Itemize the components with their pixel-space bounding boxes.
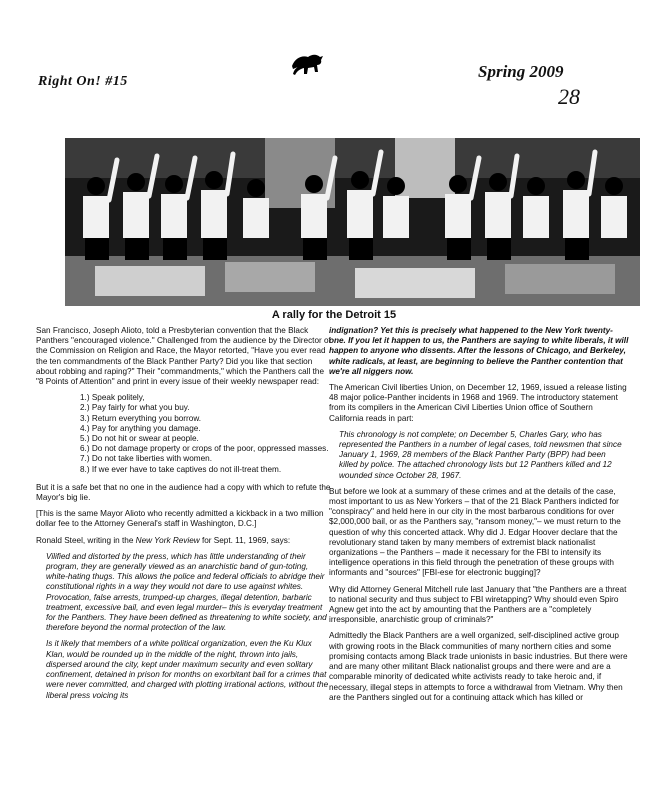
list-item: 2.) Pay fairly for what you buy.: [80, 403, 190, 413]
text: Ronald Steel, writing in the: [36, 535, 136, 545]
paragraph: [This is the same Mayor Alioto who recently admitted a kickback in a two million dollar fee to the Attorney General's staff in Washington, D.C.]: [36, 509, 324, 529]
eight-points-list: [36, 393, 333, 475]
publication-name: New York Review: [135, 535, 200, 545]
block-quote: This chronology is not complete; on December 5, Charles Gary, who has represented the Panthers in a number of legal cases, told newsmen that since January 1, 1969, 28 members of the Black Panther Party (BPP) had been killed by police. The attached chronology lists but 12 Panthers killed and 12 wounded since October 28, 1967.: [339, 429, 622, 480]
block-quote: Is it likely that members of a white political organization, even the Ku Klux Klan, would be rounded up in the middle of the night, thrown into jails, dispersed around the city, kept under maximum security and even solitary confinement, detained in prison for months on exorbitant bail for a crimes that were never committed, and charged with plotting irrational actions, without the liberal press voicing its: [46, 639, 329, 700]
page-number: 28: [558, 84, 580, 109]
text: for Sept. 11, 1969, says:: [199, 535, 291, 545]
paragraph: Why did Attorney General Mitchell rule last January that "the Panthers are a threat to national security and thus subject to FBI wiretapping? Why should even Spiro Agnew get into the act by amounting that the Panthers are a "completely irresponsible, anarchistic group of criminals?": [329, 584, 627, 625]
list-item: 6.) Do not damage property or crops of the poor, oppressed masses.: [80, 444, 329, 454]
list-item: 5.) Do not hit or swear at people.: [80, 434, 199, 444]
left-column: [36, 326, 333, 707]
block-quote: Vilified and distorted by the press, which has little understanding of their program, they are generally viewed as an anarchistic band of gun-toting, white-hating thugs. This allows the police and federal officials to abridge their constitutional rights in a way they would not dare to use against whites. Provocation, false arrests, trumped-up charges, illegal detention, barbaric treatment, excessive bail, and even legal murder– this is everyday treatment for the Panthers. They have been defined as threatening to white society, and therefore beyond the normal protection of the law.: [46, 551, 327, 633]
photo-caption: A rally for the Detroit 15: [271, 309, 397, 321]
list-item: 7.) Do not take liberties with women.: [80, 454, 212, 464]
paragraph: The American Civil liberties Union, on December 12, 1969, issued a release listing 48 major police-Panther incidents in 1968 and 1969. The introductory statement from its compilers in the American Civil Liberties Union office of Southern California reads in part:: [329, 383, 627, 423]
panther-logo-icon: [290, 52, 324, 78]
right-column: [329, 326, 629, 709]
masthead-right: Spring 2009: [478, 62, 564, 81]
paragraph: San Francisco, Joseph Alioto, told a Presbyterian convention that the Black Panthers "encouraged violence." Challenged from the audience by the Director of the Commission on Religion and Race, the Mayor retorted, "Have you ever read the ten commandments of the Black Panther Party? Did you like that section about robbing and raping?" Their "commandments," which the Panthers call the "8 Points of Attention" and print in every issue of their weekly newspaper read:: [36, 326, 331, 387]
list-item: 1.) Speak politely,: [80, 393, 145, 403]
rally-photo: [65, 138, 640, 306]
paragraph: But it is a safe bet that no one in the audience had a copy with which to refute the Mayor's big lie.: [36, 482, 331, 503]
list-item: 8.) If we ever have to take captives do not ill-treat them.: [80, 464, 282, 474]
paragraph: But before we look at a summary of these crimes and at the details of the case, most important to us as New Yorkers – that of the 21 Black Panthers indicted for "conspiracy" and held here in our city in the most barbarous conditions for over $2,000,000 bail, or as the Panthers say, "ransom money,"– we must return to the question of why this concerted attack. Why did J. Edgar Hoover declare that the revolutionary stand taken by many members of extremist black nationalist organizations – the Panthers – made it necessary for the FBI to intensify its intelligence operations in this field through the penetration of these groups with informants and "sources" [FBI-ese for electronic bugging]?: [329, 486, 621, 578]
list-item: 4.) Pay for anything you damage.: [80, 423, 201, 433]
list-item: 3.) Return everything you borrow.: [80, 413, 202, 423]
paragraph: Admittedly the Black Panthers are a well organized, self-disciplined active group with growing roots in the Black communities of many northern cities and some promising contacts among Black trade unionists in basic industries. But there were and are many other militant Black nationalist groups and there were and are a comparable minority of dedicated white activists ready to take heroic and, if necessary, illegal steps in attempts to force a withdrawal from Vietnam. Why then are the Panthers singled out for a continuing attack which has killed or: [329, 631, 628, 702]
block-quote: indignation? Yet this is precisely what happened to the New York twenty-one. If you let it happen to us, the Panthers are saying to white liberals, it will happen to anyone who dissents. After the lessons of Chicago, and Berkeley, white radicals, at least, are beginning to believe the Panther contention that we're all niggers now.: [329, 326, 629, 376]
paragraph: [36, 536, 333, 546]
masthead-left: Right On! #15: [38, 74, 128, 89]
